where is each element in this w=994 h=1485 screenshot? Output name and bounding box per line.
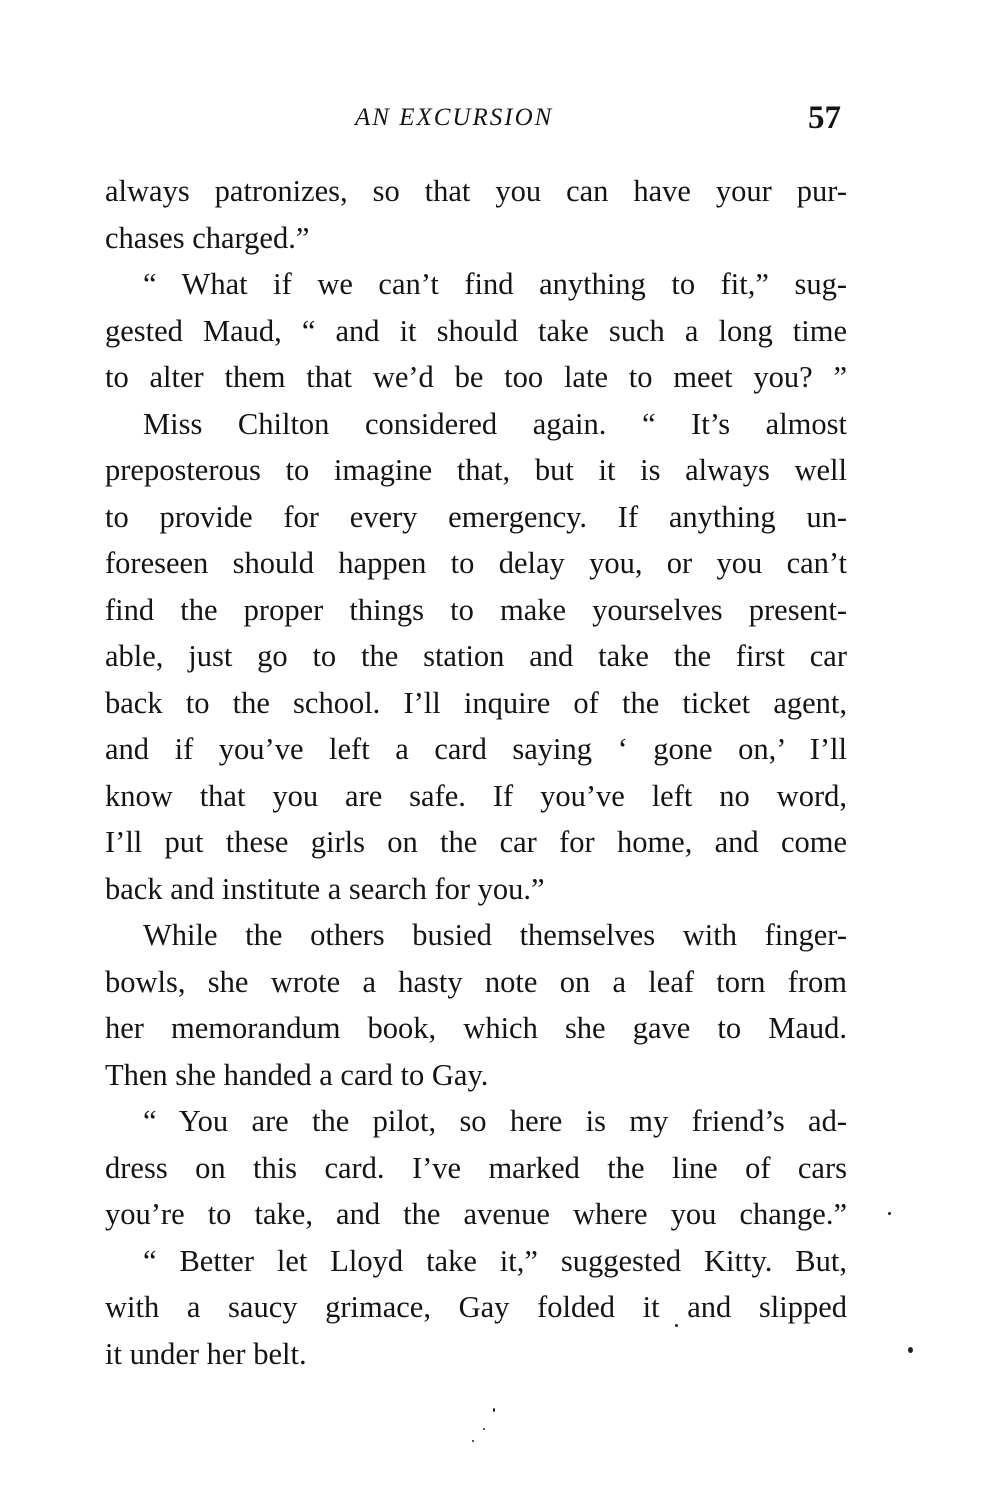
text-line: gested Maud, “ and it should take such a long time [105, 313, 847, 348]
text-line: know that you are safe. If you’ve left no word, [105, 778, 847, 813]
scan-speck [908, 1347, 913, 1353]
text-line: Then she handed a card to Gay. [105, 1057, 489, 1092]
text-line: While the others busied themselves with finger- [143, 918, 847, 952]
text-line: find the proper things to make yourselves present- [105, 592, 847, 627]
scan-speck [493, 1408, 495, 1412]
text-line: you’re to take, and the avenue where you change.” [105, 1197, 847, 1231]
text-line: “ Better let Lloyd take it,” suggested Kitty. But, [143, 1243, 847, 1278]
text-line: her memorandum book, which she gave to Maud. [105, 1011, 847, 1045]
text-line: dress on this card. I’ve marked the line of cars [105, 1150, 847, 1185]
scan-speck [472, 1440, 474, 1442]
text-line: foreseen should happen to delay you, or you can’t [105, 546, 847, 580]
running-title: AN EXCURSION [355, 104, 554, 131]
scan-speck [483, 1428, 485, 1430]
text-line: able, just go to the station and take the first car [105, 639, 847, 673]
scan-speck [888, 1212, 891, 1215]
text-line: always patronizes, so that you can have your pur- [105, 174, 847, 208]
page-number: 57 [808, 100, 841, 136]
text-line: bowls, she wrote a hasty note on a leaf torn from [105, 964, 847, 999]
text-line: back and institute a search for you.” [105, 871, 545, 906]
scan-speck [675, 1324, 678, 1327]
running-head [0, 100, 994, 144]
text-line: “ You are the pilot, so here is my friend’s ad- [143, 1104, 847, 1138]
text-line: “ What if we can’t find anything to fit,” sug- [143, 267, 847, 301]
text-line: with a saucy grimace, Gay folded it and slipped [105, 1290, 847, 1324]
text-line: Miss Chilton considered again. “ It’s almost [143, 406, 847, 441]
text-line: it under her belt. [105, 1336, 307, 1371]
text-line: to provide for every emergency. If anything un- [105, 499, 847, 534]
text-line: I’ll put these girls on the car for home, and come [105, 825, 847, 859]
text-line: chases charged.” [105, 220, 310, 255]
body-text [105, 168, 847, 1377]
text-line: back to the school. I’ll inquire of the ticket agent, [105, 685, 847, 720]
text-line: preposterous to imagine that, but it is always well [105, 453, 847, 487]
text-line: and if you’ve left a card saying ‘ gone on,’ I’ll [105, 732, 847, 766]
text-line: to alter them that we’d be too late to meet you? ” [105, 360, 847, 394]
